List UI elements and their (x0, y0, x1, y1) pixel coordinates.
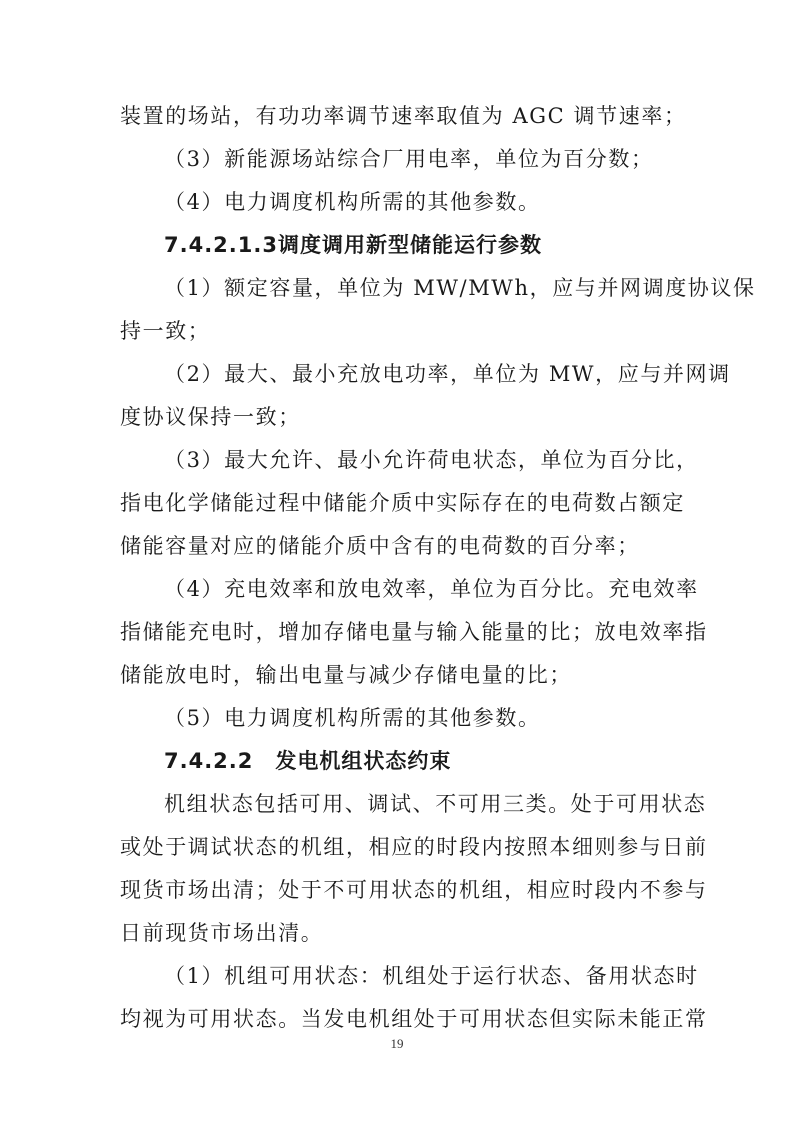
list-item: （4）电力调度机构所需的其他参数。 (164, 190, 541, 214)
text-line: 度协议保持一致； (120, 405, 301, 429)
text-line: 储能容量对应的储能介质中含有的电荷数的百分率； (120, 534, 640, 558)
text-line: 现货市场出清；处于不可用状态的机组，相应时段内不参与 (120, 878, 708, 902)
list-item: （1）额定容量，单位为 MW/MWh，应与并网调度协议保 (164, 276, 756, 300)
list-item: （5）电力调度机构所需的其他参数。 (164, 706, 541, 730)
page-number: 19 (390, 1036, 404, 1051)
section-heading: 7.4.2.2 发电机组状态约束 (164, 749, 452, 773)
list-item: （4）充电效率和放电效率，单位为百分比。充电效率 (164, 577, 699, 601)
text-line: 指储能充电时，增加存储电量与输入能量的比；放电效率指 (120, 620, 708, 644)
list-item: （3）新能源场站综合厂用电率，单位为百分数； (164, 147, 654, 171)
text-line: 持一致； (120, 319, 211, 343)
text-line: 装置的场站，有功功率调节速率取值为 AGC 调节速率； (120, 104, 687, 128)
list-item: （3）最大允许、最小允许荷电状态，单位为百分比， (164, 448, 699, 472)
text-line: 储能放电时，输出电量与减少存储电量的比； (120, 663, 572, 687)
text-line: 指电化学储能过程中储能介质中实际存在的电荷数占额定 (120, 491, 685, 515)
text-line: 均视为可用状态。当发电机组处于可用状态但实际未能正常 (120, 1007, 708, 1031)
text-line: 或处于调试状态的机组，相应的时段内按照本细则参与日前 (120, 835, 708, 859)
text-line: 日前现货市场出清。 (120, 921, 324, 945)
paragraph-start: 机组状态包括可用、调试、不可用三类。处于可用状态 (164, 792, 707, 816)
list-item: （1）机组可用状态：机组处于运行状态、备用状态时 (164, 964, 699, 988)
section-heading: 7.4.2.1.3调度调用新型储能运行参数 (164, 233, 542, 257)
list-item: （2）最大、最小充放电功率，单位为 MW，应与并网调 (164, 362, 731, 386)
